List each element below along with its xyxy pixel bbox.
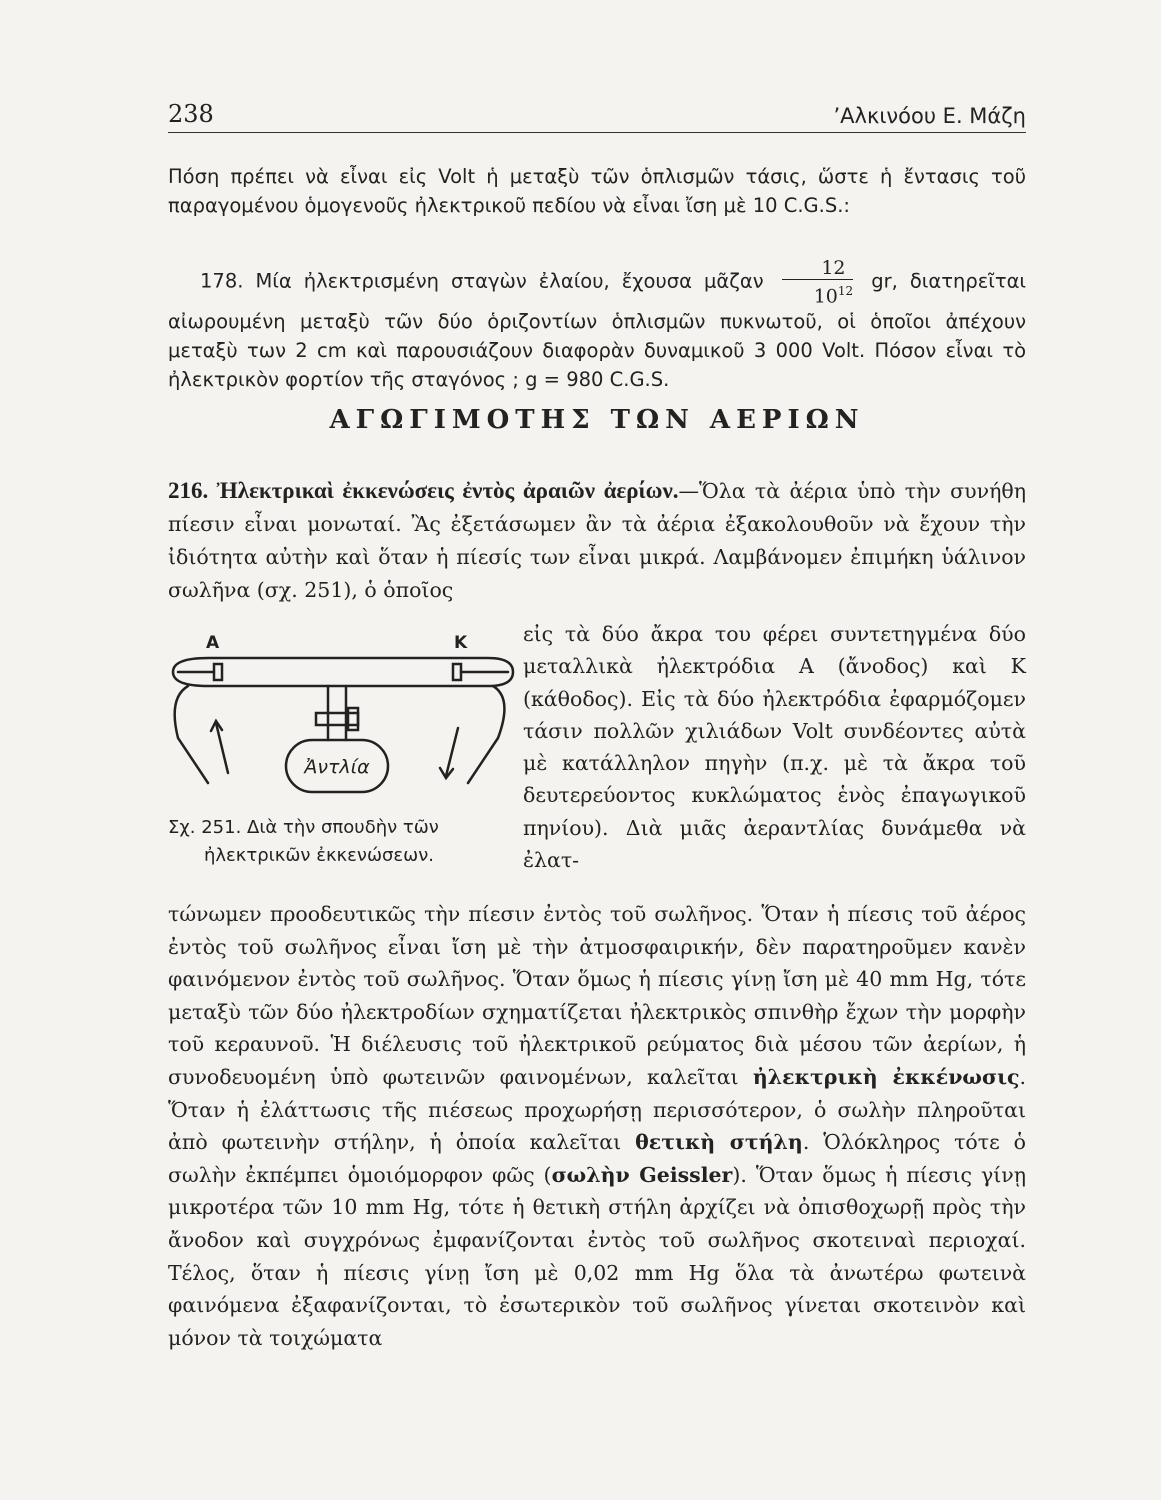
discharge-tube-diagram [168, 628, 518, 808]
fraction-denominator: 10 [813, 285, 838, 308]
left-wire [175, 686, 208, 783]
article-body [168, 898, 1026, 1354]
caption-line-1: Σχ. 251. Διὰ τὴν σπουδὴν τῶν [168, 817, 439, 838]
article-title: 216. Ἠλεκτρικαὶ ἐκκενώσεις ἐντὸς ἀραιῶν ἀερίων. [168, 478, 679, 503]
figure-caption [168, 814, 518, 870]
caption-line-2: ἠλεκτρικῶν ἐκκενώσεων. [204, 845, 435, 866]
exercise-text-b: gr, διατηρεῖται αἰωρουμένη μεταξὺ τῶν δύο ὁριζοντίων ὁπλισμῶν πυκνωτοῦ, οἱ ὁποῖοι ἀπέχουν μεταξὺ των 2 cm καὶ παρουσιάζουν διαφορὰν δυναμικοῦ 3 000 Volt. Πόσον εἶναι τὸ ἠλεκτρικὸν φορτίον τῆς σταγόνος ; g = 980 C.G.S. [168, 269, 1027, 392]
section-heading: ΑΓΩΓΙΜΟΤΗΣ ΤΩΝ ΑΕΡΙΩΝ [329, 405, 865, 435]
exercise-178 [168, 257, 1026, 394]
page-number: 238 [168, 100, 214, 128]
figure-251 [168, 628, 518, 878]
stopcock [316, 713, 358, 725]
page-header [168, 96, 1026, 133]
term-geissler-tube: σωλὴν Geissler [551, 1162, 733, 1187]
running-title: ’Αλκινόου Ε. Μάζη [833, 104, 1026, 128]
right-wire [468, 686, 504, 783]
pump-label: Ἀντλία [304, 756, 370, 778]
mass-fraction [782, 257, 853, 307]
term-positive-column: θετικὴ στήλη [635, 1130, 803, 1155]
label-k: K [454, 633, 468, 653]
article-body-3: . Ὁλόκληρος τότε ὁ σωλὴν ἐκπέμπει ὁμοιόμορφον φῶς ( [168, 1130, 1026, 1187]
term-electric-discharge: ἠλεκτρικὴ ἐκκένωσις [752, 1064, 1020, 1089]
exercise-text-a: Μία ἠλεκτρισμένη σταγὼν ἐλαίου, ἔχουσα μᾶζαν [255, 269, 764, 293]
fraction-exponent: 12 [837, 284, 854, 298]
exercise-number: 178. [200, 269, 244, 293]
label-a: A [206, 633, 220, 653]
exercise-question-continuation: Πόση πρέπει νὰ εἶναι εἰς Volt ἡ μεταξὺ τῶν ὁπλισμῶν τάσις, ὥστε ἡ ἔντασις τοῦ παραγομένου ὁμογενοῦς ἠλεκτρικοῦ πεδίου νὰ εἶναι ἴση μὲ 10 C.G.S.: [168, 165, 1026, 217]
article-body-4: ). Ὅταν ὅμως ἡ πίεσις γίνῃ μικροτέρα τῶν 10 mm Hg, τότε ἡ θετικὴ στήλη ἀρχίζει νὰ ὀπισθοχωρῇ πρὸς τὴν ἄνοδον καὶ συγχρόνως ἐμφανίζονται ἐντὸς τοῦ σωλῆνος σκοτειναὶ περιοχαί. Τέλος, ὅταν ἡ πίεσις γίνῃ ἴση μὲ 0,02 mm Hg ὅλα τὰ ἀνωτέρω φωτεινὰ φαινόμενα ἐξαφανίζονται, τὸ ἐσωτερικὸν τοῦ σωλῆνος γίνεται σκοτεινὸν καὶ μόνον τὰ τοιχώματα [168, 1162, 1027, 1350]
stopcock-handle [348, 708, 358, 730]
article-intro [168, 474, 1026, 607]
article-body-2: . Ὅταν ἡ ἐλάττωσις τῆς πιέσεως προχωρήσῃ περισσότερον, ὁ σωλὴν πληροῦται ἀπὸ φωτεινὴν στήλην, ἡ ὁποία καλεῖται [168, 1064, 1026, 1155]
article-intro-text: —Ὅλα τὰ ἀέρια ὑπὸ τὴν συνήθη πίεσιν εἶναι μονωταί. Ἂς ἐξετάσωμεν ἂν τὰ ἀέρια ἐξακολουθοῦν νὰ ἔχουν τὴν ἰδιότητα αὐτὴν καὶ ὅταν ἡ πίεσίς των εἶναι μικρά. Λαμβάνομεν ἐπιμήκη ὑάλινον σωλῆνα (σχ. 251), ὁ ὁποῖος [168, 479, 1026, 602]
fraction-numerator: 12 [782, 257, 853, 280]
article-side-text: εἰς τὰ δύο ἄκρα του φέρει συντετηγμένα δύο μεταλλικὰ ἠλεκτρόδια Α (ἄνοδος) καὶ Κ (κάθοδος). Εἰς τὰ δύο ἠλεκτρόδια ἐφαρμόζομεν τάσιν πολλῶν χιλιάδων Volt συνδέοντες αὐτὰ μὲ κατάλληλον πηγὴν (π.χ. μὲ τὰ ἄκρα τοῦ δευτερεύοντος κυκλώματος ἑνὸς ἐπαγωγικοῦ πηνίου). Διὰ μιᾶς ἀεραντλίας δυνάμεθα νὰ ἐλατ- [523, 622, 1026, 873]
article-body-1: τώνωμεν προοδευτικῶς τὴν πίεσιν ἐντὸς τοῦ σωλῆνος. Ὅταν ἡ πίεσις τοῦ ἀέρος ἐντὸς τοῦ σωλῆνος εἶναι ἴση μὲ τὴν ἀτμοσφαιρικήν, δὲν παρατηροῦμεν κανὲν φαινόμενον ἐντὸς τοῦ σωλῆνος. Ὅταν ὅμως ἡ πίεσις γίνῃ ἴση μὲ 40 mm Hg, τότε μεταξὺ τῶν δύο ἠλεκτροδίων σχηματίζεται ἠλεκτρικὸς σπινθὴρ ἔχων τὴν μορφὴν τοῦ κεραυνοῦ. Ἡ διέλευσις τοῦ ἠλεκτρικοῦ ρεύματος διὰ μέσου τῶν ἀερίων, ἡ συνοδευομένη ὑπὸ φωτεινῶν φαινομένων, καλεῖται [168, 902, 1026, 1089]
